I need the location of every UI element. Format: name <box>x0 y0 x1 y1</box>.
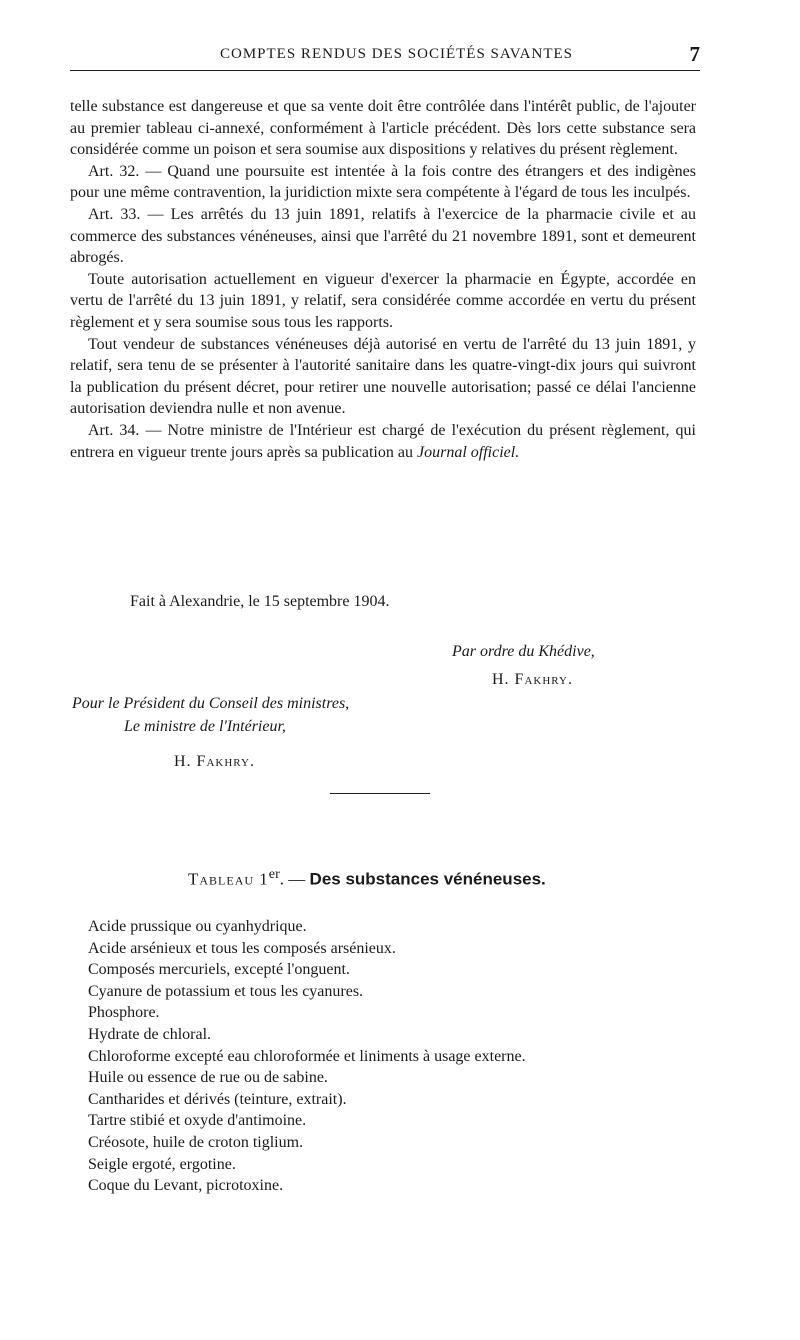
list-item: Coque du Levant, picrotoxine. <box>88 1177 284 1195</box>
header-rule <box>70 70 700 71</box>
for-president-line: Pour le Président du Conseil des ministres, <box>72 695 350 712</box>
table-title: Des substances vénéneuses. <box>309 869 546 889</box>
paragraph-article-33: Art. 33. — Les arrêtés du 13 juin 1891, relatifs à l'exercice de la pharmacie civile et au commerce des substances vénéneuses, ainsi que l'arrêté du 21 novembre 1891, sont et demeurent abrogés. <box>70 205 696 267</box>
list-item: Tartre stibié et oxyde d'antimoine. <box>88 1112 307 1130</box>
signatory-name-right: H. Fakhry. <box>492 671 573 688</box>
running-title: COMPTES RENDUS DES SOCIÉTÉS SAVANTES <box>220 46 574 62</box>
paragraph-vendor-authorization: Tout vendeur de substances vénéneuses déjà autorisé en vertu de l'arrêté du 13 juin 1891, y relatif, sera tenu de se présenter à l'autorité sanitaire dans les quatre-vingt-dix jours qui suivront la publication du présent décret, pour retirer une nouvelle autorisation; passé ce délai l'ancienne autorisation deviendra nulle et non avenue. <box>70 335 696 418</box>
journal-officiel: Journal officiel. <box>416 443 520 461</box>
by-order-line: Par ordre du Khédive, <box>452 643 595 660</box>
body-text <box>70 96 696 463</box>
list-item: Hydrate de chloral. <box>88 1025 212 1043</box>
article-34-text: Art. 34. — Notre ministre de l'Intérieur est chargé de l'exécution du présent règlement, qui entrera en vigueur trente jours après sa publication au <box>70 421 696 461</box>
signature-block-khedive <box>452 638 672 694</box>
signature-date-line: Fait à Alexandrie, le 15 septembre 1904. <box>130 593 390 610</box>
substance-list <box>88 916 688 1197</box>
section-separator <box>330 793 430 794</box>
list-item: Créosote, huile de croton tiglium. <box>88 1133 304 1151</box>
list-item: Chloroforme excepté eau chloroformée et liniments à usage externe. <box>88 1047 526 1065</box>
table-label: Tableau 1 <box>188 869 269 889</box>
list-item: Cantharides et dérivés (teinture, extrait). <box>88 1090 347 1108</box>
table-heading-dash: . — <box>279 869 310 889</box>
signatory-name-left: H. Fakhry. <box>174 753 255 770</box>
paragraph-article-34 <box>70 420 696 463</box>
page-number: 7 <box>689 42 700 66</box>
list-item: Acide prussique ou cyanhydrique. <box>88 918 307 935</box>
list-item: Acide arsénieux et tous les composés arsénieux. <box>88 939 396 957</box>
minister-title-line: Le ministre de l'Intérieur, <box>124 718 286 735</box>
list-item: Phosphore. <box>88 1004 160 1022</box>
list-item: Composés mercuriels, excepté l'onguent. <box>88 961 350 979</box>
table-label-superscript: er <box>268 866 280 882</box>
signature-block-minister <box>72 692 432 773</box>
paragraph-article-32: Art. 32. — Quand une poursuite est intentée à la fois contre des étrangers et des indigènes pour une même contravention, la juridiction mixte sera compétente à l'égard de tous les inculpés. <box>70 162 696 202</box>
running-header <box>70 42 700 72</box>
paragraph-continuation: telle substance est dangereuse et que sa vente doit être contrôlée dans l'intérêt public, de l'ajouter au premier tableau ci-annexé, conformément à l'article précédent. Dès lors cette substance sera considérée comme un poison et sera soumise aux dispositions y relatives du présent règlement. <box>70 98 696 159</box>
list-item: Seigle ergoté, ergotine. <box>88 1155 236 1173</box>
paragraph-pharmacy-authorization: Toute autorisation actuellement en vigueur d'exercer la pharmacie en Égypte, accordée en vertu de l'arrêté du 13 juin 1891, y relatif, sera considérée comme accordée en vertu du présent règlement et y sera soumise sous tous les rapports. <box>70 270 696 331</box>
list-item: Cyanure de potassium et tous les cyanures. <box>88 982 364 1000</box>
list-item: Huile ou essence de rue ou de sabine. <box>88 1069 328 1087</box>
table-heading <box>188 866 546 890</box>
